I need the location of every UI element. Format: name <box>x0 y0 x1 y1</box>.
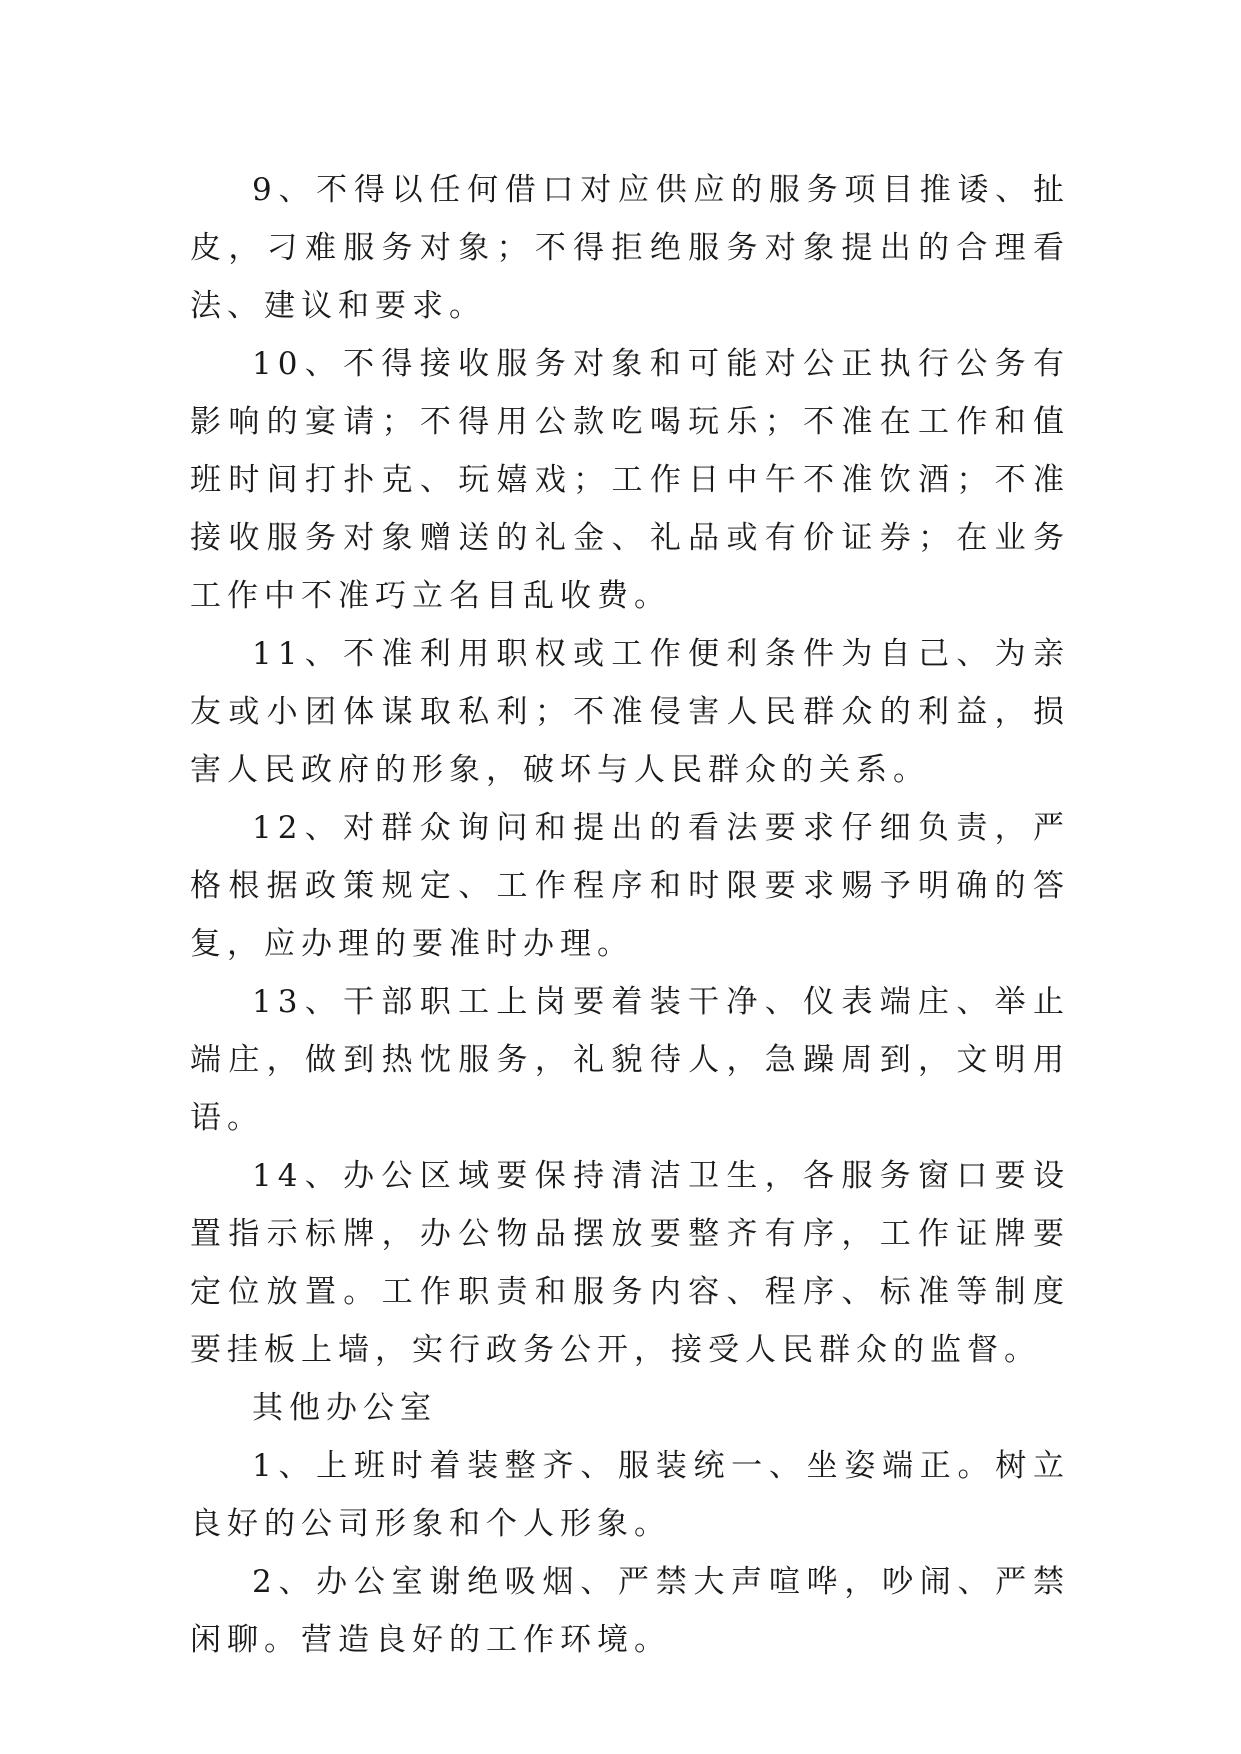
paragraph-item-10: 10、不得接收服务对象和可能对公正执行公务有影响的宴请；不得用公款吃喝玩乐；不准在工作和值班时间打扑克、玩嬉戏；工作日中午不准饮酒；不准接收服务对象赠送的礼金、礼品或有价证券；在业务工作中不准巧立名目乱收费。 <box>190 346 1070 614</box>
paragraph-item-12: 12、对群众询问和提出的看法要求仔细负责，严格根据政策规定、工作程序和时限要求赐予明确的答复，应办理的要准时办理。 <box>190 810 1070 962</box>
document-body <box>190 161 1070 1669</box>
paragraph-item-14: 14、办公区域要保持清洁卫生，各服务窗口要设置指示标牌，办公物品摆放要整齐有序，工作证牌要定位放置。工作职责和服务内容、程序、标准等制度要挂板上墙，实行政务公开，接受人民群众的监督。 <box>190 1158 1070 1368</box>
paragraph-item-9: 9、不得以任何借口对应供应的服务项目推诿、扯皮，刁难服务对象；不得拒绝服务对象提出的合理看法、建议和要求。 <box>190 172 1070 324</box>
section-paragraph-item-2: 2、办公室谢绝吸烟、严禁大声喧哗，吵闹、严禁闲聊。营造良好的工作环境。 <box>190 1564 1070 1658</box>
section-paragraph-item-1: 1、上班时着装整齐、服装统一、坐姿端正。树立良好的公司形象和个人形象。 <box>190 1448 1070 1542</box>
section-title: 其他办公室 <box>252 1390 437 1426</box>
paragraph-item-11: 11、不准利用职权或工作便利条件为自己、为亲友或小团体谋取私利；不准侵害人民群众的利益，损害人民政府的形象，破坏与人民群众的关系。 <box>190 636 1070 788</box>
paragraph-item-13: 13、干部职工上岗要着装干净、仪表端庄、举止端庄，做到热忱服务，礼貌待人，急躁周到，文明用语。 <box>190 984 1070 1136</box>
